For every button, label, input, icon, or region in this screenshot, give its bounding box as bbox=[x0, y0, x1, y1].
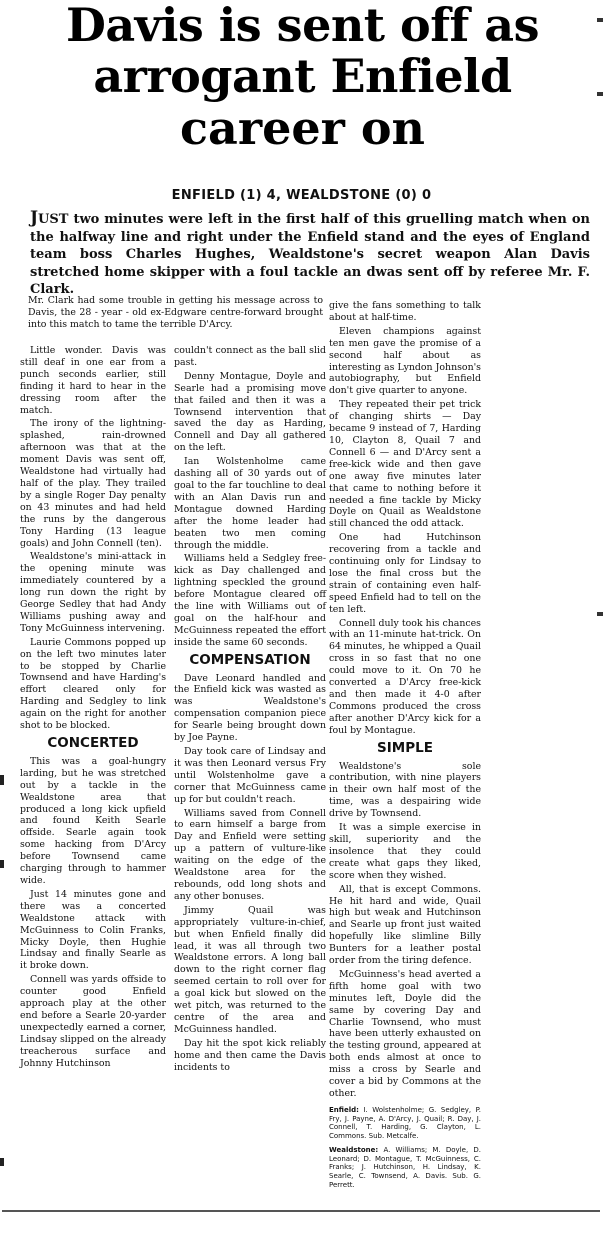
col3-paragraph: Wealdstone's sole contribution, with nine players in their own half most of the time, was a despairing wide drive by Townsend. bbox=[329, 760, 481, 820]
bottom-rule bbox=[2, 1210, 600, 1212]
col3-paragraph: give the fans something to talk about at half-time. bbox=[329, 300, 481, 323]
col3-paragraph: It was a simple exercise in skill, superiority and the insolence that they could create what gaps they liked, score when they wished. bbox=[329, 822, 481, 881]
col3-paragraph: Eleven champions against ten men gave the promise of a second half about as interesting as Lyndon Johnson's autobiography, but Enfield don't give quarter to anyone. bbox=[329, 325, 481, 397]
clipping-edge-mark bbox=[0, 775, 4, 785]
column-1 bbox=[20, 345, 166, 1071]
enfield-lineup bbox=[329, 1106, 481, 1140]
col2-paragraph: Denny Montague, Doyle and Searle had a promising move that failed and then it was a Townsend intervention that saved the day as Harding, Connell and Day all gathered on the left. bbox=[174, 370, 326, 454]
lead-text: Mr. Clark had some trouble in getting his message across to Davis, the 28 - year - old ex-Edgware centre-forward brought into this match to tame the terrible D'Arcy. bbox=[28, 295, 323, 330]
col1-paragraph: Connell was yards offside to counter good Enfield approach play at the other end before a Searle 20-yarder unexpectedly earned a corner, Lindsay slipped on the already treacherous surface and Johnny Hutchinson bbox=[20, 974, 166, 1069]
clipping-edge-mark bbox=[0, 860, 4, 868]
headline-line-3: career on bbox=[180, 101, 425, 155]
col3-paragraph: They repeated their pet trick of changing shirts — Day became 9 instead of 7, Harding 10, Clayton 8, Quail 7 and Connell 6 — and D'Arcy sent a free-kick wide and then gave one away five minutes later that came to nothing before it needed a fine tackle by Micky Doyle on Quail as Wealdstone still chanced the odd attack. bbox=[329, 399, 481, 530]
subheading-simple: SIMPLE bbox=[377, 739, 433, 756]
clipping-edge-mark bbox=[597, 612, 603, 616]
col2-paragraph: Dave Leonard handled and the Enfield kick was wasted as was Wealdstone's compensation companion piece for Searle being brought down by Joe Payne. bbox=[174, 672, 326, 744]
col3-paragraph: All, that is except Commons. He hit hard and wide, Quail high but weak and Hutchinson and Searle up front just waited hopefully like slimline Billy Bunters for a leather postal order from the tiring defence. bbox=[329, 883, 481, 967]
col3-paragraph: Connell duly took his chances with an 11-minute hat-trick. On 64 minutes, he whipped a Quail cross in so fast that no one could move to it. On 70 he converted a D'Arcy free-kick and then made it 4-0 after Commons produced the cross after another D'Arcy kick for a foul by Montague. bbox=[329, 617, 481, 736]
intro-text: UST two minutes were left in the first half of this gruelling match when on the halfway line and right under the Enfield stand and the eyes of England team boss Charles Hughes, Wealdstone's secret weapon Alan Davis stretched home skipper with a foul tackle an dwas sent off by referee Mr. F. Clark. bbox=[30, 212, 590, 297]
clipping-edge-mark bbox=[597, 18, 603, 22]
column-2 bbox=[174, 345, 326, 1075]
col1-paragraph: Little wonder. Davis was still deaf in one ear from a punch seconds earlier, still finding it hard to hear in the dressing room after the match. bbox=[20, 345, 166, 416]
clipping-edge-mark bbox=[0, 1158, 4, 1166]
col1-paragraph: The irony of the lightning-splashed, rain-drowned afternoon was that at the moment Davis was sent off, Wealdstone had virtually had half of the play. They trailed by a single Roger Day penalty on 43 minutes and had held the runs by the dangerous Tony Harding (13 league goals) and John Connell (ten). bbox=[20, 418, 166, 549]
col3-paragraph: One had Hutchinson recovering from a tackle and continuing only for Lindsay to lose the final cross but the strain of containing even half-speed Enfield had to tell on the ten left. bbox=[329, 532, 481, 615]
col2-paragraph: Day took care of Lindsay and it was then Leonard versus Fry until Wolstenholme gave a corner that McGuinness came up for but couldn't reach. bbox=[174, 746, 326, 805]
headline-line-1: Davis is sent off as bbox=[65, 0, 540, 52]
col2-paragraph: Jimmy Quail was appropriately vulture-in-chief, but when Enfield finally did lead, it was all through two Wealdstone errors. A long ball down to the right corner flag seemed certain to roll over for a goal kick but slowed on the wet pitch, was returned to the centre of the area and McGuinness handled. bbox=[174, 904, 326, 1035]
score-line: ENFIELD (1) 4, WEALDSTONE (0) 0 bbox=[171, 188, 432, 203]
col2-paragraph: couldn't connect as the ball slid past. bbox=[174, 345, 326, 368]
wealdstone-team: A. Williams; M. Doyle, D. Leonard; D. Montague, T. McGuinness, C. Franks; J. Hutchinson, H. Lindsay, K. Searle, C. Townsend, A. Davis. Sub. G. Perrett. bbox=[329, 1146, 481, 1189]
col2-paragraph: Williams saved from Connell to earn himself a barge from Day and Enfield were setting up a pattern of vulture-like waiting on the edge of the Wealdstone area for the rebounds, odd long shots and any other bonuses. bbox=[174, 807, 326, 902]
col2-paragraph: Day hit the spot kick reliably home and then came the Davis incidents to bbox=[174, 1037, 326, 1073]
headline bbox=[10, 0, 595, 154]
col2-paragraph: Williams held a Sedgley free-kick as Day challenged and lightning speckled the ground before Montague cleared off the line with Williams out of goal on the half-hour and McGuinness repeated the effort inside the same 60 seconds. bbox=[174, 553, 326, 648]
headline-line-2: arrogant Enfield bbox=[93, 49, 512, 103]
column-3 bbox=[329, 300, 481, 1191]
col1-paragraph: This was a goal-hungry larding, but he was stretched out by a tackle in the Wealdstone area that produced a long kick upfield and found Keith Searle offside. Searle again took some hacking from D'Arcy before Townsend came charging through to hammer wide. bbox=[20, 755, 166, 886]
intro-paragraph bbox=[30, 210, 590, 299]
intro-drop-letter: J bbox=[30, 208, 39, 228]
subheading-compensation: COMPENSATION bbox=[189, 651, 311, 668]
col1-paragraph: Just 14 minutes gone and there was a concerted Wealdstone attack with McGuinness to Colin Franks, Micky Doyle, then Hughie Lindsay and finally Searle as it broke down. bbox=[20, 888, 166, 972]
wealdstone-lineup bbox=[329, 1146, 481, 1189]
enfield-team: I. Wolstenholme; G. Sedgley, P. Fry, J. Payne, A. D'Arcy, J. Quail; R. Day, J. Connell, T. Harding, G. Clayton, L. Commons. Sub. Metcalfe. bbox=[329, 1105, 481, 1140]
col1-paragraph: Wealdstone's mini-attack in the opening minute was immediately countered by a long run down the right by George Sedley that had Andy Williams pushing away and Tony McGuinness intervening. bbox=[20, 551, 166, 634]
wealdstone-label: Wealdstone: bbox=[329, 1146, 379, 1155]
col2-paragraph: Ian Wolstenholme came dashing all of 30 yards out of goal to the far touchline to deal with an Alan Davis run and Montague downed Harding after the home leader had beaten two men coming through the middle. bbox=[174, 456, 326, 551]
col1-paragraph: Laurie Commons popped up on the left two minutes later to be stopped by Charlie Townsend and have Harding's effort cleared only for Harding and Sedgley to link again on the right for another shot to be blocked. bbox=[20, 636, 166, 732]
subheading-concerted: CONCERTED bbox=[47, 735, 139, 751]
clipping-edge-mark bbox=[597, 92, 603, 96]
enfield-label: Enfield: bbox=[329, 1105, 359, 1114]
lead-paragraph bbox=[28, 295, 323, 333]
col3-paragraph: McGuinness's head averted a fifth home goal with two minutes left, Doyle did the same by covering Day and Charlie Townsend, who must have been utterly exhausted on the testing ground, appeared at both ends almost at once to miss a cross by Searle and cover a bid by Commons at the other. bbox=[329, 968, 481, 1099]
